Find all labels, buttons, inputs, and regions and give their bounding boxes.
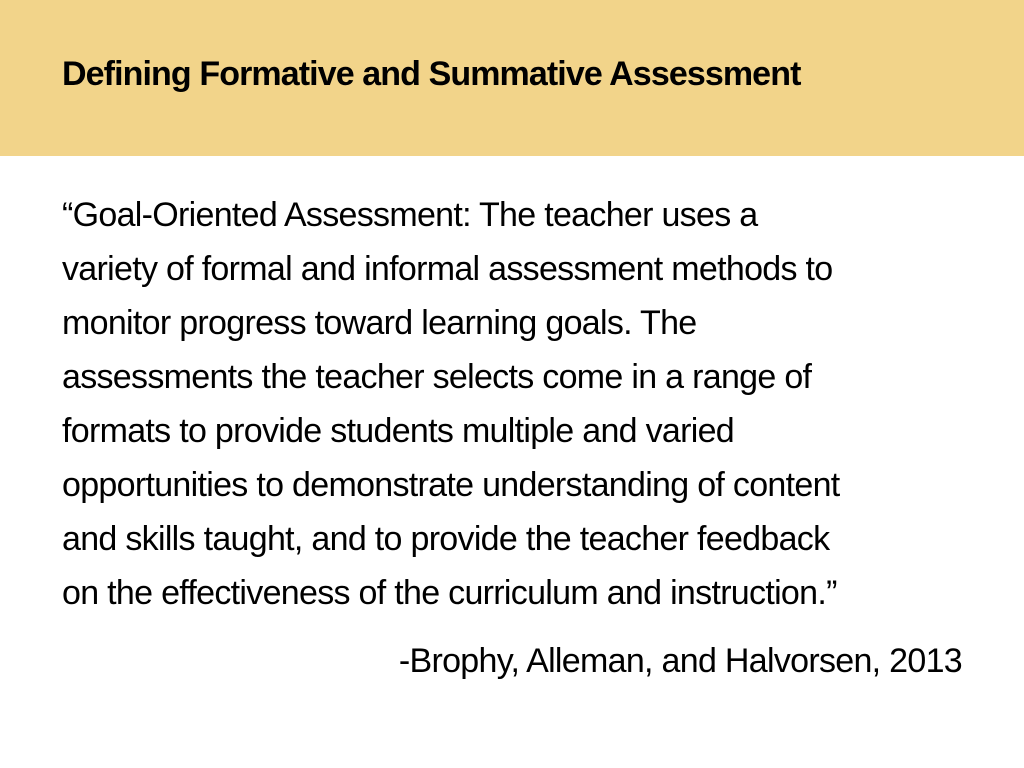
quote-line: opportunities to demonstrate understanding of content <box>62 466 840 504</box>
quote-line: “Goal-Oriented Assessment: The teacher uses a <box>62 196 758 234</box>
quote-line: monitor progress toward learning goals. The <box>62 304 697 342</box>
quote-line: and skills taught, and to provide the teacher feedback <box>62 520 830 558</box>
quote-attribution: -Brophy, Alleman, and Halvorsen, 2013 <box>398 642 962 680</box>
quote-line: formats to provide students multiple and varied <box>62 412 735 450</box>
quote-line: on the effectiveness of the curriculum and instruction.” <box>62 574 837 612</box>
title-bar <box>0 0 1024 156</box>
quote-line: variety of formal and informal assessment methods to <box>62 250 833 288</box>
quote-body <box>62 188 982 620</box>
quote-line: assessments the teacher selects come in a range of <box>62 358 812 396</box>
slide-title: Defining Formative and Summative Assessment <box>62 55 801 93</box>
